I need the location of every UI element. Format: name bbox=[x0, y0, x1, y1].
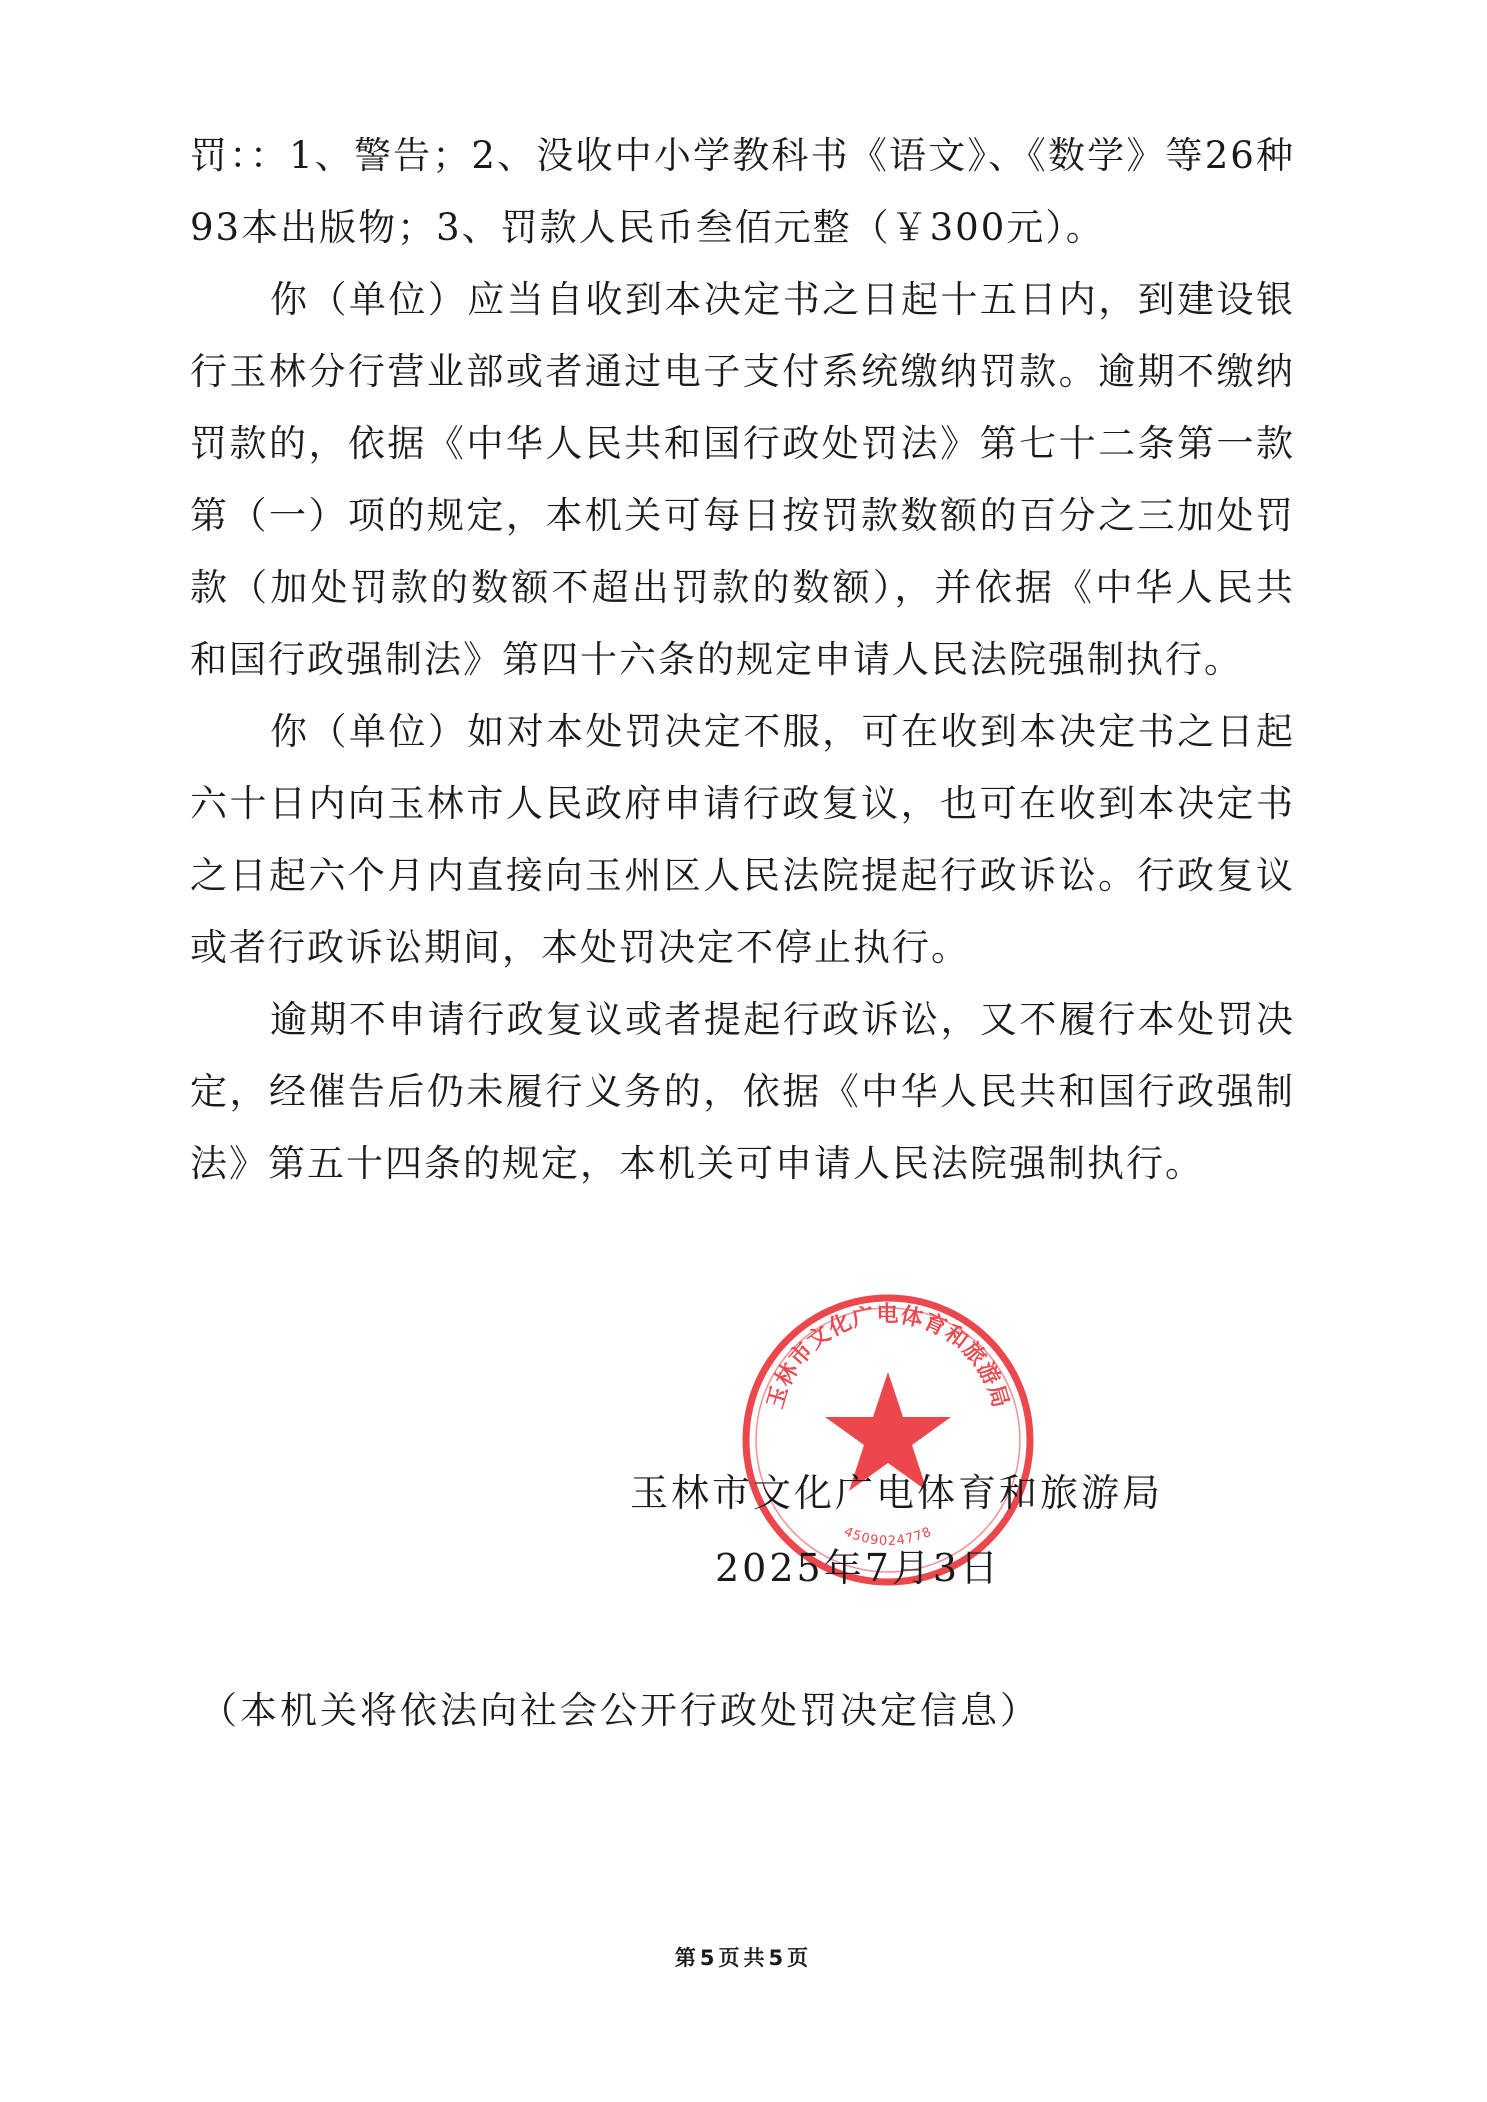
paragraph-penalty-items: 罚：：1、警告；2、没收中小学教科书《语文》、《数学》等26种93本出版物；3、罚款人民币叁佰元整（￥300元）。 bbox=[190, 134, 1295, 249]
disclosure-note: （本机关将依法向社会公开行政处罚决定信息） bbox=[200, 1689, 1040, 1732]
decision-body bbox=[190, 120, 1295, 1200]
issuer-name: 玉林市文化广电体育和旅游局 bbox=[630, 1471, 1164, 1515]
paragraph-enforcement: 逾期不申请行政复议或者提起行政诉讼，又不履行本处罚决定，经催告后仍未履行义务的，依据《中华人民共和国行政强制法》第五十四条的规定，本机关可申请人民法院强制执行。 bbox=[190, 998, 1295, 1185]
svg-text:玉林市文化广电体育和旅游局: 玉林市文化广电体育和旅游局 bbox=[763, 1302, 1013, 1412]
paragraph-appeal: 你（单位）如对本处罚决定不服，可在收到本决定书之日起六十日内向玉林市人民政府申请行政复议，也可在收到本决定书之日起六个月内直接向玉州区人民法院提起行政诉讼。行政复议或者行政诉讼期间，本处罚决定不停止执行。 bbox=[190, 710, 1295, 969]
page-number: 第5页共5页 bbox=[674, 1946, 813, 1970]
svg-text:4509024778: 4509024778 bbox=[841, 1524, 935, 1550]
paragraph-payment: 你（单位）应当自收到本决定书之日起十五日内，到建设银行玉林分行营业部或者通过电子支付系统缴纳罚款。逾期不缴纳罚款的，依据《中华人民共和国行政处罚法》第七十二条第一款第（一）项的规定，本机关可每日按罚款数额的百分之三加处罚款（加处罚款的数额不超出罚款的数额），并依据《中华人民共和国行政强制法》第四十六条的规定申请人民法院强制执行。 bbox=[190, 278, 1295, 681]
issue-date: 2025年7月3日 bbox=[715, 1546, 1002, 1590]
